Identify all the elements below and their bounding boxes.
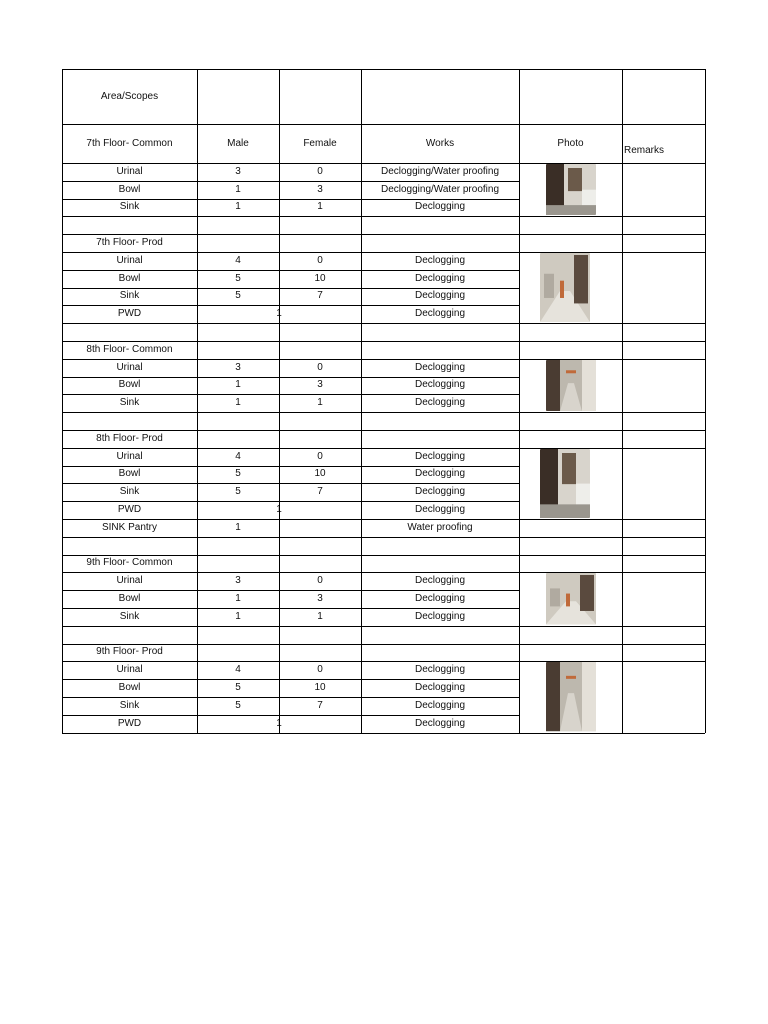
item-name: Sink bbox=[119, 201, 140, 213]
combined-count: 1 bbox=[276, 308, 282, 320]
works-text: Declogging bbox=[414, 593, 466, 605]
item-name: Bowl bbox=[118, 272, 141, 284]
male-count: 3 bbox=[235, 361, 241, 373]
restroom-photo bbox=[540, 449, 590, 518]
item-name: Sink bbox=[119, 397, 140, 409]
column-rule bbox=[519, 69, 520, 733]
female-count: 1 bbox=[317, 397, 323, 409]
female-count: 3 bbox=[317, 183, 323, 195]
column-rule bbox=[279, 69, 280, 733]
male-count: 1 bbox=[235, 201, 241, 213]
male-count: 1 bbox=[235, 593, 241, 605]
item-name: Urinal bbox=[116, 664, 143, 676]
male-count: 5 bbox=[235, 290, 241, 302]
female-count: 3 bbox=[317, 379, 323, 391]
female-count: 7 bbox=[317, 699, 323, 711]
female-count: 0 bbox=[317, 664, 323, 676]
female-count: 7 bbox=[317, 486, 323, 498]
item-name: Sink bbox=[119, 290, 140, 302]
works-text: Declogging bbox=[414, 610, 466, 622]
works-text: Declogging bbox=[414, 468, 466, 480]
female-count bbox=[279, 519, 361, 537]
combined-count: 1 bbox=[276, 504, 282, 516]
item-name: Sink bbox=[119, 699, 140, 711]
works-text: Declogging bbox=[414, 254, 466, 266]
female-count: 1 bbox=[317, 201, 323, 213]
male-count: 5 bbox=[235, 682, 241, 694]
item-name: Sink bbox=[119, 610, 140, 622]
header-title: 7th Floor- Common bbox=[86, 137, 173, 149]
male-count: 3 bbox=[235, 575, 241, 587]
male-count: 5 bbox=[235, 468, 241, 480]
combined-count: 1 bbox=[276, 717, 282, 729]
item-name: Urinal bbox=[116, 254, 143, 266]
row-rule bbox=[62, 537, 705, 538]
column-rule bbox=[361, 69, 362, 733]
item-name: Urinal bbox=[116, 165, 143, 177]
male-count: 4 bbox=[235, 254, 241, 266]
column-rule bbox=[622, 69, 623, 733]
section-title: 9th Floor- Prod bbox=[96, 646, 163, 658]
works-text: Declogging/Water proofing bbox=[380, 183, 500, 195]
works-text: Declogging bbox=[414, 201, 466, 213]
restroom-photo bbox=[546, 360, 596, 411]
female-count: 0 bbox=[317, 165, 323, 177]
header-photo: Photo bbox=[557, 137, 584, 149]
female-count: 0 bbox=[317, 575, 323, 587]
row-rule bbox=[62, 323, 705, 324]
female-count: 1 bbox=[317, 610, 323, 622]
item-name: Urinal bbox=[116, 361, 143, 373]
row-rule bbox=[519, 519, 705, 520]
works-text: Declogging bbox=[414, 682, 466, 694]
row-rule bbox=[62, 626, 705, 627]
item-name: Bowl bbox=[118, 379, 141, 391]
works-text: Declogging bbox=[414, 272, 466, 284]
works-text: Water proofing bbox=[407, 521, 473, 533]
works-text: Declogging bbox=[414, 450, 466, 462]
item-name: Bowl bbox=[118, 183, 141, 195]
male-count: 5 bbox=[235, 486, 241, 498]
column-rule bbox=[705, 69, 706, 733]
header-area-scopes: Area/Scopes bbox=[100, 90, 159, 102]
restroom-photo bbox=[546, 164, 596, 215]
male-count: 5 bbox=[235, 272, 241, 284]
works-text: Declogging bbox=[414, 361, 466, 373]
works-text: Declogging bbox=[414, 504, 466, 516]
female-count: 7 bbox=[317, 290, 323, 302]
female-count: 0 bbox=[317, 450, 323, 462]
item-name: PWD bbox=[117, 308, 142, 320]
section-title: 8th Floor- Common bbox=[86, 343, 173, 355]
scope-table bbox=[62, 69, 706, 731]
female-count: 10 bbox=[314, 272, 326, 284]
item-name: Bowl bbox=[118, 593, 141, 605]
item-name: PWD bbox=[117, 504, 142, 516]
female-count: 3 bbox=[317, 593, 323, 605]
item-name: Urinal bbox=[116, 450, 143, 462]
restroom-photo bbox=[546, 662, 596, 731]
works-text: Declogging bbox=[414, 397, 466, 409]
works-text: Declogging bbox=[414, 486, 466, 498]
header-female: Female bbox=[303, 137, 337, 149]
male-count: 1 bbox=[235, 379, 241, 391]
works-text: Declogging bbox=[414, 575, 466, 587]
section-title: 7th Floor- Prod bbox=[96, 237, 163, 249]
male-count: 1 bbox=[235, 397, 241, 409]
works-text: Declogging/Water proofing bbox=[380, 165, 500, 177]
male-count: 1 bbox=[235, 521, 241, 533]
item-name: Bowl bbox=[118, 468, 141, 480]
works-text: Declogging bbox=[414, 664, 466, 676]
works-text: Declogging bbox=[414, 308, 466, 320]
column-rule bbox=[197, 69, 198, 733]
male-count: 4 bbox=[235, 664, 241, 676]
works-text: Declogging bbox=[414, 379, 466, 391]
row-rule bbox=[62, 216, 705, 217]
restroom-photo bbox=[540, 253, 590, 322]
works-text: Declogging bbox=[414, 717, 466, 729]
male-count: 1 bbox=[235, 183, 241, 195]
item-name: Urinal bbox=[116, 575, 143, 587]
section-title: 8th Floor- Prod bbox=[96, 432, 163, 444]
male-count: 3 bbox=[235, 165, 241, 177]
female-count: 10 bbox=[314, 468, 326, 480]
item-name: Sink bbox=[119, 486, 140, 498]
section-title: 9th Floor- Common bbox=[86, 557, 173, 569]
works-text: Declogging bbox=[414, 699, 466, 711]
header-male: Male bbox=[227, 137, 249, 149]
header-remarks: Remarks bbox=[624, 144, 665, 156]
header-works: Works bbox=[425, 137, 455, 149]
female-count: 0 bbox=[317, 254, 323, 266]
item-name: SINK Pantry bbox=[101, 521, 158, 533]
male-count: 4 bbox=[235, 450, 241, 462]
female-count: 0 bbox=[317, 361, 323, 373]
female-count: 10 bbox=[314, 682, 326, 694]
item-name: PWD bbox=[117, 717, 142, 729]
row-rule bbox=[62, 412, 705, 413]
item-name: Bowl bbox=[118, 682, 141, 694]
column-rule bbox=[62, 69, 63, 733]
male-count: 1 bbox=[235, 610, 241, 622]
works-text: Declogging bbox=[414, 290, 466, 302]
restroom-photo bbox=[546, 573, 596, 624]
male-count: 5 bbox=[235, 699, 241, 711]
row-rule bbox=[62, 733, 705, 734]
